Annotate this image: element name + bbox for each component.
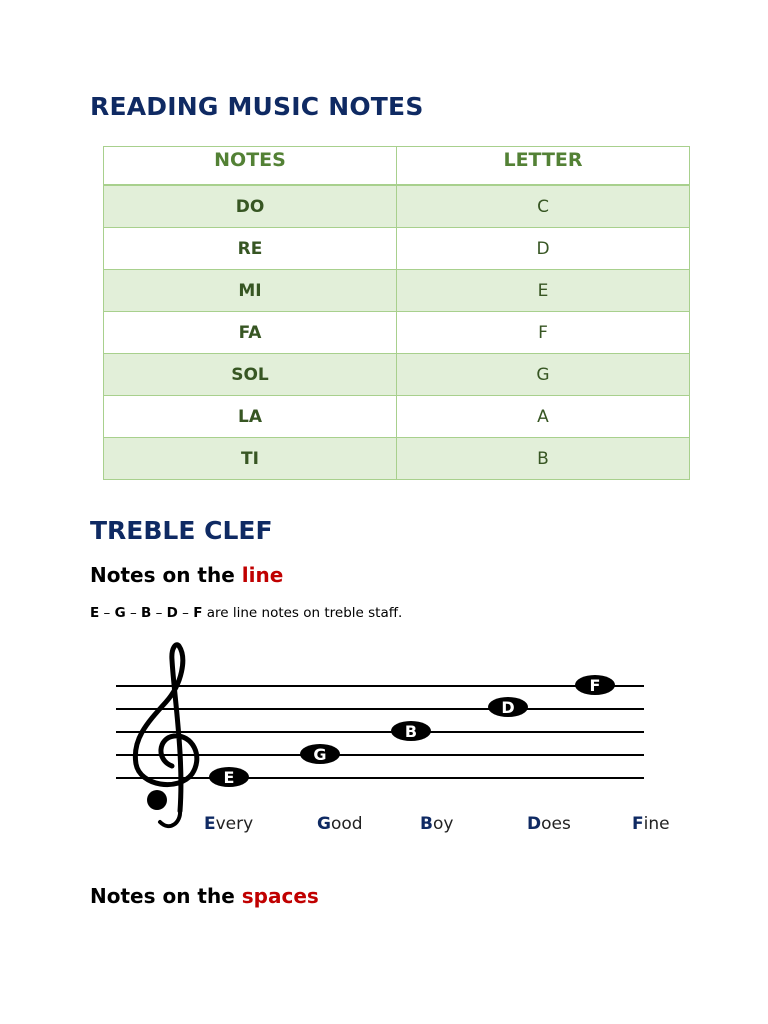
- mnemonic-initial: D: [527, 814, 542, 834]
- mnemonic-initial: E: [204, 814, 216, 834]
- letter-cell: B: [397, 438, 690, 480]
- spaces-subheading-accent: spaces: [241, 884, 319, 908]
- line-note-letter: D: [166, 605, 178, 621]
- spaces-subheading: [90, 884, 319, 908]
- note-cell: TI: [104, 438, 397, 480]
- sequence-separator: –: [99, 605, 115, 621]
- line-note-letter: B: [141, 605, 152, 621]
- lines-subheading: [90, 563, 283, 587]
- line-note-letter: G: [114, 605, 126, 621]
- staff-note-b: [391, 721, 431, 741]
- table-row: [104, 228, 690, 270]
- mnemonic-word: [527, 814, 571, 834]
- line-notes-suffix: are line notes on treble staff.: [202, 605, 403, 621]
- table-row: [104, 438, 690, 480]
- letter-cell: D: [397, 228, 690, 270]
- treble-staff-figure: [88, 636, 683, 846]
- note-cell: FA: [104, 312, 397, 354]
- table-row: [104, 270, 690, 312]
- treble-clef-tail-dot: [147, 790, 167, 810]
- note-cell: SOL: [104, 354, 397, 396]
- mnemonic-rest: very: [215, 814, 254, 834]
- table-header-row: [104, 147, 690, 186]
- note-label: B: [404, 722, 418, 741]
- lines-subheading-accent: line: [241, 563, 284, 587]
- note-cell: RE: [104, 228, 397, 270]
- letter-cell: A: [397, 396, 690, 438]
- letter-cell: F: [397, 312, 690, 354]
- staff-note-f: [575, 675, 615, 695]
- table-row: [104, 312, 690, 354]
- note-label: E: [223, 768, 235, 787]
- note-cell: LA: [104, 396, 397, 438]
- treble-clef-heading: TREBLE CLEF: [90, 516, 273, 545]
- note-cell: MI: [104, 270, 397, 312]
- letter-cell: G: [397, 354, 690, 396]
- note-label: D: [501, 698, 515, 717]
- mnemonic-initial: B: [420, 814, 433, 834]
- staff-note-g: [300, 744, 340, 764]
- table-row: [104, 396, 690, 438]
- spaces-subheading-prefix: Notes on the: [90, 884, 242, 908]
- column-header-notes: NOTES: [104, 147, 397, 186]
- table-row: [104, 354, 690, 396]
- mnemonic-rest: oy: [432, 814, 454, 834]
- line-notes-description: [90, 605, 402, 621]
- note-cell: DO: [104, 185, 397, 228]
- staff-note-d: [488, 697, 528, 717]
- page-title: READING MUSIC NOTES: [90, 92, 424, 121]
- notes-letter-table: [103, 146, 690, 480]
- sequence-separator: –: [125, 605, 142, 621]
- staff-note-e: [209, 767, 249, 787]
- lines-subheading-prefix: Notes on the: [90, 563, 242, 587]
- letter-cell: E: [397, 270, 690, 312]
- mnemonic-rest: ood: [330, 814, 363, 834]
- note-label: F: [589, 676, 601, 695]
- line-note-letter: F: [193, 605, 203, 621]
- letter-cell: C: [397, 185, 690, 228]
- sequence-separator: –: [177, 605, 194, 621]
- note-label: G: [313, 745, 327, 764]
- mnemonic-word: [632, 814, 670, 834]
- sequence-separator: –: [151, 605, 167, 621]
- mnemonic-word: [420, 814, 453, 834]
- mnemonic-rest: ine: [643, 814, 670, 834]
- mnemonic-word: [204, 814, 253, 834]
- column-header-letter: LETTER: [397, 147, 690, 186]
- table-row: [104, 185, 690, 228]
- line-note-letter: E: [90, 605, 100, 621]
- mnemonic-initial: F: [632, 814, 644, 834]
- mnemonic-rest: oes: [541, 814, 571, 834]
- mnemonic-word: [317, 814, 363, 834]
- mnemonic-initial: G: [317, 814, 331, 834]
